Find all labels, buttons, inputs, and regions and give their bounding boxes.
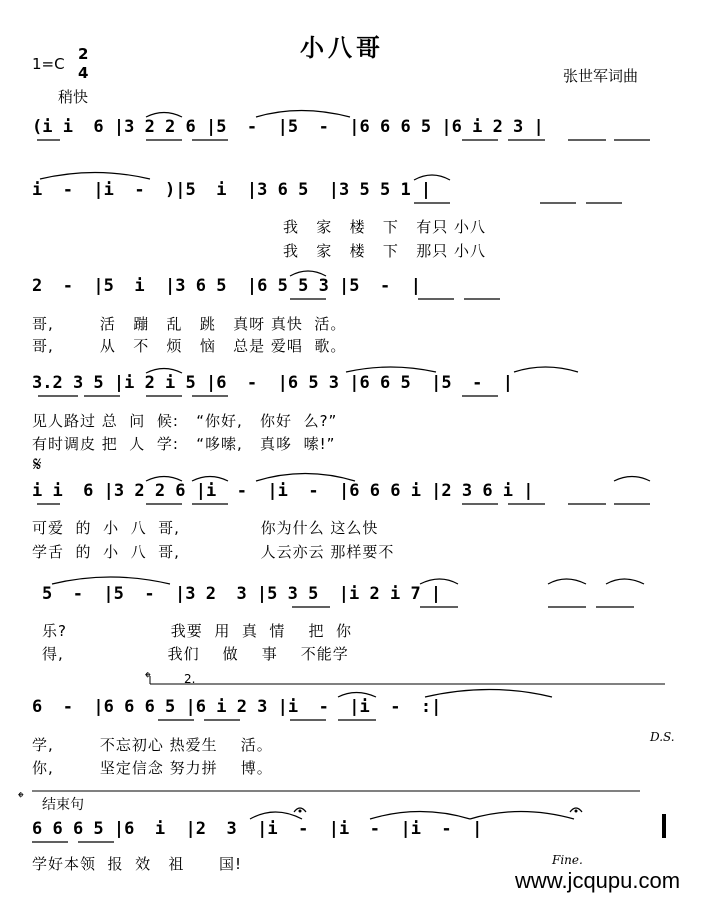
notation-row-5: i i 6 |3 2 2 6 |i - |i - |6 6 6 i |2 3 6 i | — [32, 481, 534, 501]
coda-sign-ending: 𝄌 — [18, 788, 24, 807]
song-title: 小八哥 — [300, 33, 384, 62]
notation-row-1: (i i 6 |3 2 2 6 |5 - |5 - |6 6 6 5 |6 i 2 3 | — [32, 117, 544, 137]
notation-row-8: 6 6 6 5 |6 i |2 3 |i - |i - |i - | — [32, 819, 483, 839]
notation-row-3: 2 - |5 i |3 6 5 |6 5 5 3 |5 - | — [32, 276, 421, 296]
coda-label: 结束句 — [42, 797, 84, 813]
notation-row-7: 6 - |6 6 6 5 |6 i 2 3 |i - |i - :| — [32, 697, 442, 717]
lyric-row-5-verse-1: 可爱 的 小 八 哥, 你为什么 这么快 — [32, 519, 379, 537]
lyric-row-8: 学好本领 报 效 祖 国! — [32, 855, 242, 873]
lyric-row-4-verse-1: 见人路过 总 问 候: “你好, 你好 么?” — [32, 412, 338, 430]
coda-sign-volta: 𝄌 — [145, 668, 151, 687]
dal-segno-mark: D.S. — [650, 730, 675, 744]
lyric-row-6-verse-2: 得, 我们 做 事 不能学 — [42, 645, 349, 663]
lyric-row-3-verse-1: 哥, 活 蹦 乱 跳 真呀 真快 活。 — [32, 315, 347, 333]
tempo-marking: 稍快 — [58, 88, 89, 106]
fine-mark: Fine. — [552, 853, 583, 867]
lyric-row-2-verse-2: 我 家 楼 下 那只 小八 — [283, 242, 486, 260]
lyric-row-7-verse-2: 你, 坚定信念 努力拼 博。 — [32, 759, 273, 777]
key-signature: 1=C — [32, 55, 65, 73]
time-signature-top: 2 — [78, 45, 89, 63]
lyric-row-2-verse-1: 我 家 楼 下 有只 小八 — [283, 218, 486, 236]
lyric-row-6-verse-1: 乐? 我要 用 真 情 把 你 — [42, 622, 353, 640]
lyric-row-4-verse-2: 有时调皮 把 人 学: “哆嗦, 真哆 嗦!” — [32, 435, 336, 453]
lyric-row-7-verse-1: 学, 不忘初心 热爱生 活。 — [32, 736, 273, 754]
watermark-url: www.jcqupu.com — [515, 868, 681, 893]
lyric-row-3-verse-2: 哥, 从 不 烦 恼 总是 爱唱 歌。 — [32, 337, 347, 355]
notation-row-2: i - |i - )|5 i |3 6 5 |3 5 5 1 | — [32, 180, 432, 200]
notation-row-4: 3.2 3 5 |i 2 i 5 |6 - |6 5 3 |6 6 5 |5 - | — [32, 373, 514, 393]
volta-ending-label: 2. — [184, 672, 196, 686]
time-signature-bottom: 4 — [78, 64, 89, 82]
segno-sign: 𝄋 — [33, 452, 42, 476]
notation-row-6: 5 - |5 - |3 2 3 |5 3 5 |i 2 i 7 | — [42, 584, 442, 604]
lyric-row-5-verse-2: 学舌 的 小 八 哥, 人云亦云 那样要不 — [32, 543, 395, 561]
composer-credit: 张世军词曲 — [563, 67, 639, 85]
